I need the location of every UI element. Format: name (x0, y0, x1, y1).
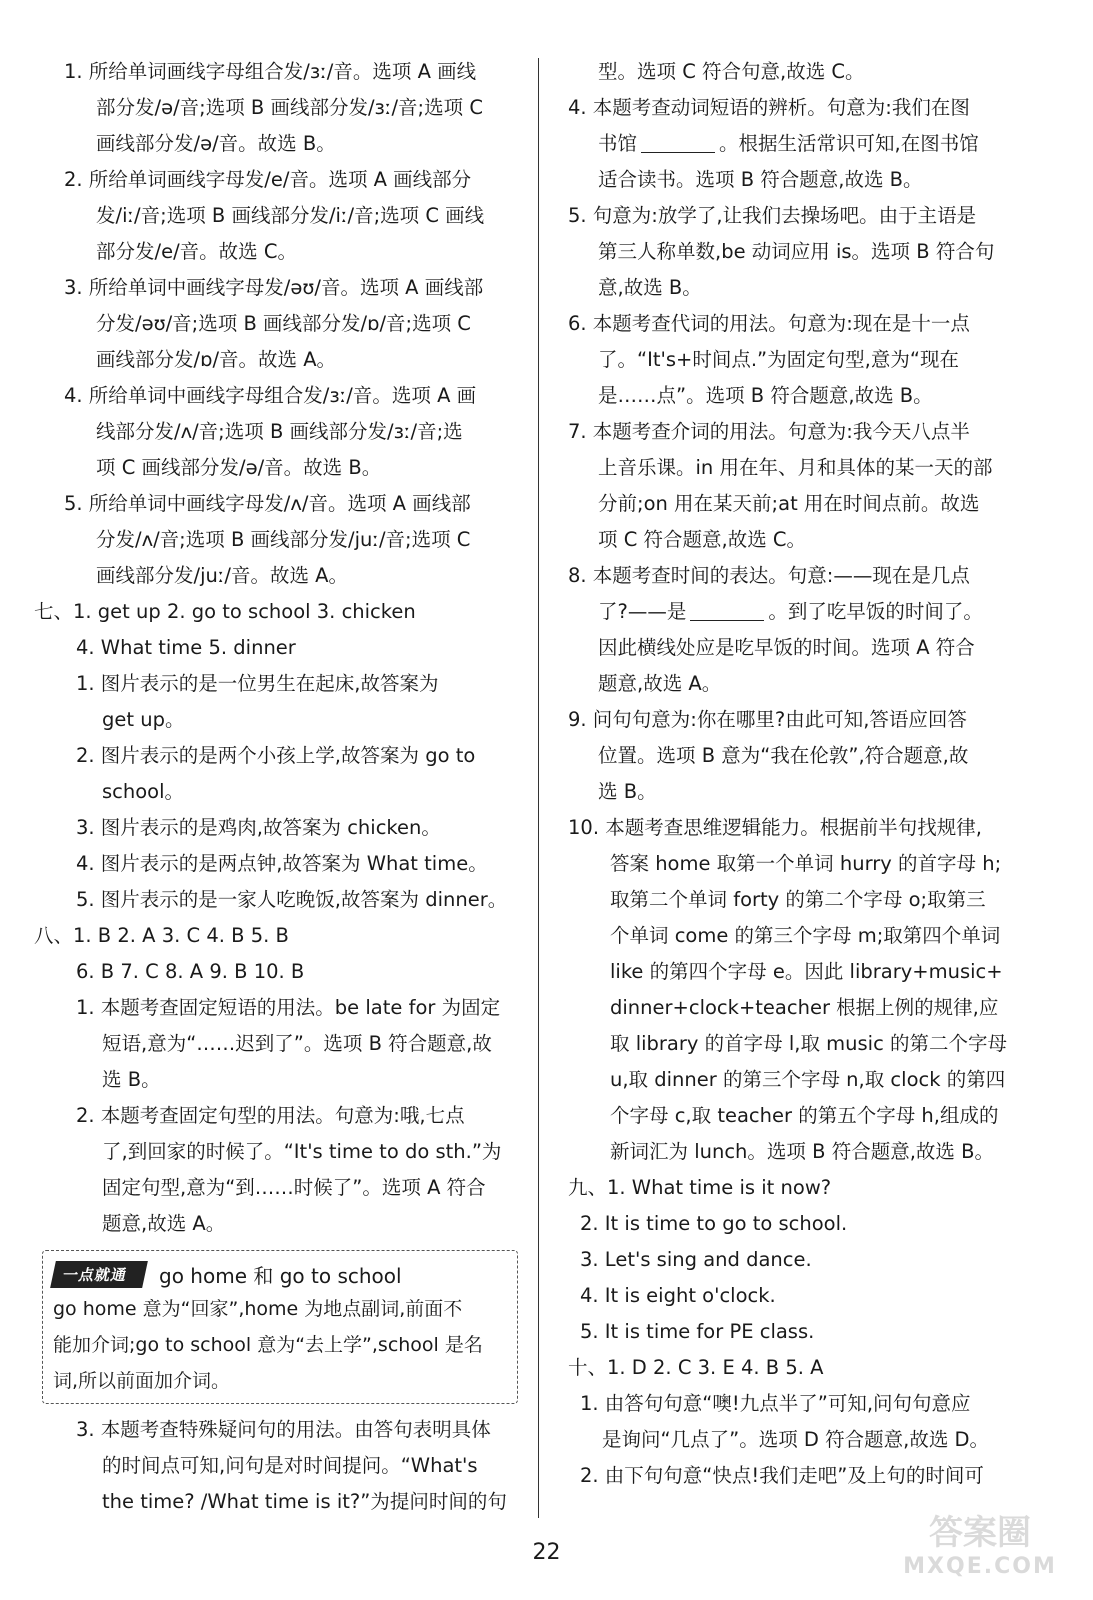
text-line: like 的第四个字母 e。因此 library+music+ (610, 960, 1003, 983)
text-line: 5. 句意为:放学了,让我们去操场吧。由于主语是 (568, 204, 977, 227)
text-line: 个字母 c,取 teacher 的第五个字母 h,组成的 (610, 1104, 999, 1127)
text-line: 十、1. D 2. C 3. E 4. B 5. A (568, 1356, 824, 1379)
tip-line: 能加介词;go to school 意为“去上学”,school 是名 (53, 1334, 483, 1356)
tip-line: 词,所以前面加介词。 (53, 1370, 231, 1392)
tip-line: go home 意为“回家”,home 为地点副词,前面不 (53, 1298, 463, 1320)
text-line: 3. Let's sing and dance. (580, 1248, 812, 1271)
text-line: 2. 由下句句意“快点!我们走吧”及上句的时间可 (580, 1464, 984, 1487)
text-line: school。 (102, 780, 185, 803)
text-line: 4. What time 5. dinner (76, 636, 296, 659)
text-line: dinner+clock+teacher 根据上例的规律,应 (610, 996, 999, 1019)
text-line: 题意,故选 A。 (598, 672, 722, 695)
text-line: 短语,意为“……迟到了”。选项 B 符合题意,故 (102, 1032, 492, 1055)
text-line: 4. 图片表示的是两点钟,故答案为 What time。 (76, 852, 488, 875)
text-line: 适合读书。选项 B 符合题意,故选 B。 (598, 168, 923, 191)
text-line: 部分发/e/音。故选 C。 (96, 240, 297, 263)
text-line: 因此横线处应是吃早饭的时间。选项 A 符合 (598, 636, 975, 659)
text-line: 3. 所给单词中画线字母发/əʊ/音。选项 A 画线部 (64, 276, 484, 299)
text-line: 2. 图片表示的是两个小孩上学,故答案为 go to (76, 744, 476, 767)
text-line: 10. 本题考查思维逻辑能力。根据前半句找规律, (568, 816, 982, 839)
text-line: 是询问“几点了”。选项 D 符合题意,故选 D。 (602, 1428, 990, 1451)
answer-blank (690, 600, 764, 621)
text-line: 分发/əʊ/音;选项 B 画线部分发/ɒ/音;选项 C (96, 312, 471, 335)
text-line: 题意,故选 A。 (102, 1212, 226, 1235)
tip-badge: 一点就通 (50, 1261, 148, 1288)
text-line: 9. 问句句意为:你在哪里?由此可知,答语应回答 (568, 708, 967, 731)
text-line: 1. 图片表示的是一位男生在起床,故答案为 (76, 672, 439, 695)
text-line: 固定句型,意为“到……时候了”。选项 A 符合 (102, 1176, 486, 1199)
text-line: 5. 图片表示的是一家人吃晚饭,故答案为 dinner。 (76, 888, 508, 911)
text-line: 5. It is time for PE class. (580, 1320, 815, 1343)
text-line: 2. It is time to go to school. (580, 1212, 848, 1235)
text-line: 取第二个单词 forty 的第二个字母 o;取第三 (610, 888, 986, 911)
text-line: 1. 由答句句意“噢!九点半了”可知,问句句意应 (580, 1392, 971, 1415)
text-before-blank: 了?——是 (598, 600, 687, 623)
text-line: 项 C 画线部分发/ə/音。故选 B。 (96, 456, 382, 479)
left-column (34, 54, 524, 1520)
text-line: 是……点”。选项 B 符合题意,故选 B。 (598, 384, 933, 407)
text-line: 了。“It's+时间点.”为固定句型,意为“现在 (598, 348, 959, 371)
text-line: 4. 所给单词中画线字母组合发/ɜː/音。选项 A 画 (64, 384, 477, 407)
text-line: 6. 本题考查代词的用法。句意为:现在是十一点 (568, 312, 970, 335)
answer-blank (641, 132, 715, 153)
watermark-line1: 答案圈 (929, 1513, 1031, 1553)
text-line: 个单词 come 的第三个字母 m;取第四个单词 (610, 924, 1001, 947)
text-line: 4. It is eight o'clock. (580, 1284, 776, 1307)
text-line: 意,故选 B。 (598, 276, 702, 299)
text-line: 3. 图片表示的是鸡肉,故答案为 chicken。 (76, 816, 441, 839)
text-line: u,取 dinner 的第三个字母 n,取 clock 的第四 (610, 1068, 1006, 1091)
text-line: 1. 本题考查固定短语的用法。be late for 为固定 (76, 996, 501, 1019)
text-line: 4. 本题考查动词短语的辨析。句意为:我们在图 (568, 96, 970, 119)
text-line: the time? /What time is it?”为提问时间的句 (102, 1490, 507, 1513)
text-line (568, 126, 1028, 162)
text-line: 发/iː/音;选项 B 画线部分发/iː/音;选项 C 画线 (96, 204, 485, 227)
text-line: 选 B。 (102, 1068, 161, 1091)
text-line: 答案 home 取第一个单词 hurry 的首字母 h; (610, 852, 1002, 875)
text-line: 5. 所给单词中画线字母发/ʌ/音。选项 A 画线部 (64, 492, 471, 515)
text-line: 型。选项 C 符合句意,故选 C。 (598, 60, 865, 83)
text-line: 画线部分发/ɒ/音。故选 A。 (96, 348, 337, 371)
text-line: 线部分发/ʌ/音;选项 B 画线部分发/ɜː/音;选 (96, 420, 463, 443)
text-line: get up。 (102, 708, 185, 731)
text-line: 1. 所给单词画线字母组合发/ɜː/音。选项 A 画线 (64, 60, 477, 83)
tip-title: go home 和 go to school (159, 1263, 402, 1288)
text-line: 位置。选项 B 意为“我在伦敦”,符合题意,故 (598, 744, 969, 767)
text-line: 画线部分发/ə/音。故选 B。 (96, 132, 336, 155)
text-line: 部分发/ə/音;选项 B 画线部分发/ɜː/音;选项 C (96, 96, 483, 119)
text-line: 3. 本题考查特殊疑问句的用法。由答句表明具体 (76, 1418, 491, 1441)
text-line: 选 B。 (598, 780, 657, 803)
text-before-blank: 书馆 (598, 132, 638, 155)
text-line: 画线部分发/juː/音。故选 A。 (96, 564, 349, 587)
text-line: 分前;on 用在某天前;at 用在时间点前。故选 (598, 492, 980, 515)
tip-header (53, 1257, 507, 1291)
text-line: 七、1. get up 2. go to school 3. chicken (34, 600, 416, 623)
text-line: 上音乐课。in 用在年、月和具体的某一天的部 (598, 456, 993, 479)
column-divider (538, 58, 539, 1518)
text-line: 分发/ʌ/音;选项 B 画线部分发/juː/音;选项 C (96, 528, 471, 551)
text-after-blank: 。到了吃早饭的时间了。 (768, 600, 983, 623)
text-line: 第三人称单数,be 动词应用 is。选项 B 符合句 (598, 240, 995, 263)
text-line: 2. 所给单词画线字母发/e/音。选项 A 画线部分 (64, 168, 472, 191)
text-line: 新词汇为 lunch。选项 B 符合题意,故选 B。 (610, 1140, 994, 1163)
text-line: 九、1. What time is it now? (568, 1176, 832, 1199)
watermark-line2: MXQE.COM (903, 1554, 1057, 1579)
text-line: 八、1. B 2. A 3. C 4. B 5. B (34, 924, 289, 947)
text-line (568, 594, 1028, 630)
text-line: 项 C 符合题意,故选 C。 (598, 528, 807, 551)
text-line: 的时间点可知,问句是对时间提问。“What's (102, 1454, 478, 1477)
text-line: 了,到回家的时候了。“It's time to do sth.”为 (102, 1140, 502, 1163)
tip-box (42, 1250, 518, 1404)
text-line: 2. 本题考查固定句型的用法。句意为:哦,七点 (76, 1104, 465, 1127)
right-column (568, 54, 1028, 1494)
page-number: 22 (532, 1540, 561, 1565)
text-after-blank: 。根据生活常识可知,在图书馆 (719, 132, 979, 155)
text-line: 6. B 7. C 8. A 9. B 10. B (76, 960, 305, 983)
text-line: 取 library 的首字母 l,取 music 的第二个字母 (610, 1032, 1007, 1055)
text-line: 7. 本题考查介词的用法。句意为:我今天八点半 (568, 420, 970, 443)
text-line: 8. 本题考查时间的表达。句意:——现在是几点 (568, 564, 970, 587)
